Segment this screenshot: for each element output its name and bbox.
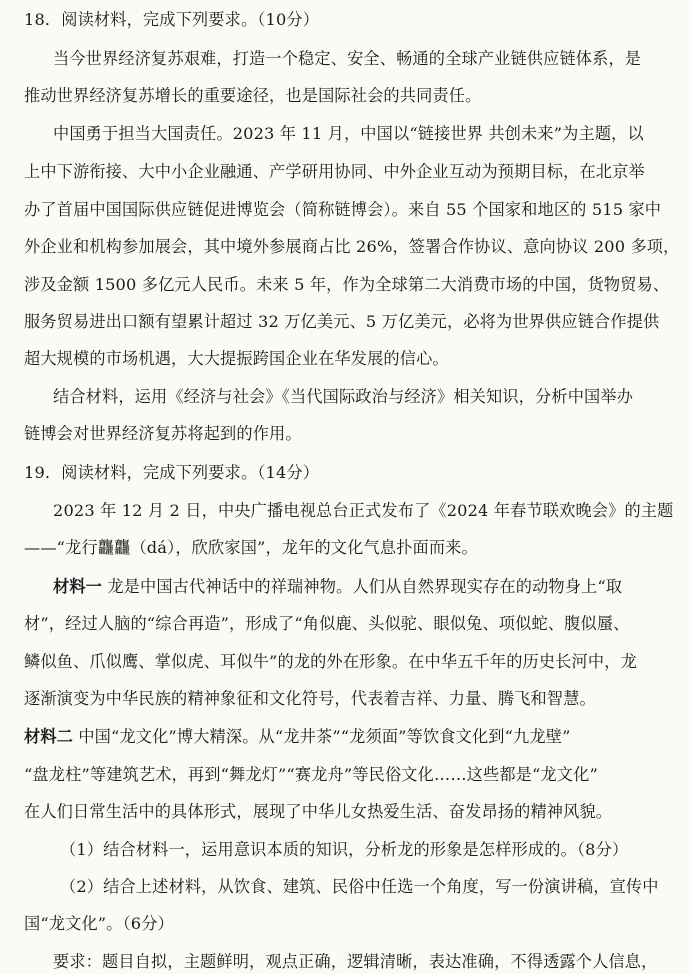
q18-p1-line-1: 当今世界经济复苏艰难，打造一个稳定、安全、畅通的全球产业链供应链体系，是	[53, 49, 642, 68]
q19-intro-line-2: ——“龙行龘龘（dá），欣欣家国”，龙年的文化气息扑面而来。	[24, 538, 478, 557]
q18-p2-line-5: 涉及金额 1500 多亿元人民币。未来 5 年，作为全球第二大消费市场的中国，货物贸易、	[24, 275, 670, 294]
q18-heading: 18．阅读材料，完成下列要求。（10分）	[24, 10, 320, 29]
q19-material2-line-3: 在人们日常生活中的具体形式，展现了中华儿女热爱生活、奋发昂扬的精神风貌。	[24, 802, 613, 821]
q19-subquestion-2-line-1: （2）结合上述材料，从饮食、建筑、民俗中任选一个角度，写一份演讲稿，宣传中	[60, 877, 659, 896]
q19-subquestion-2-line-2: 国“龙文化”。（6分）	[24, 914, 174, 933]
q18-task-line-2: 链博会对世界经济复苏将起到的作用。	[24, 424, 302, 443]
q19-heading: 19．阅读材料，完成下列要求。（14分）	[24, 463, 320, 482]
material1-text: 龙是中国古代神话中的祥瑞神物。人们从自然界现实存在的动物身上“取	[107, 577, 623, 596]
q18-p2-line-6: 服务贸易进出口额有望累计超过 32 万亿美元、5 万亿美元，必将为世界供应链合作提供	[24, 312, 660, 331]
q18-p2-line-1: 中国勇于担当大国责任。2023 年 11 月，中国以“链接世界 共创未来”为主题，以	[53, 124, 644, 143]
material2-label: 材料二	[24, 727, 74, 746]
q19-requirement-line-1: 要求：题目自拟，主题鲜明，观点正确，逻辑清晰，表达准确，不得透露个人信息，	[53, 952, 658, 971]
q18-task-line-1: 结合材料，运用《经济与社会》《当代国际政治与经济》相关知识，分析中国举办	[53, 387, 634, 406]
q18-p2-line-3: 办了首届中国国际供应链促进博览会（简称链博会）。来自 55 个国家和地区的 515 家中	[24, 200, 662, 219]
q18-p2-line-2: 上中下游衔接、大中小企业融通、产学研用协同、中外企业互动为预期目标，在北京举	[24, 162, 645, 181]
q19-material1-line-3: 鳞似鱼、爪似鹰、掌似虎、耳似牛”的龙的外在形象。在中华五千年的历史长河中，龙	[24, 652, 637, 671]
q18-p2-line-7: 超大规模的市场机遇，大大提振跨国企业在华发展的信心。	[24, 349, 449, 368]
q19-material2-line-1	[24, 727, 692, 747]
q19-material1-line-1	[53, 577, 692, 597]
q18-p2-line-4: 外企业和机构参加展会，其中境外参展商占比 26%，签署合作协议、意向协议 200 多项，	[24, 237, 680, 256]
q19-subquestion-1: （1）结合材料一，运用意识本质的知识，分析龙的形象是怎样形成的。（8分）	[60, 840, 629, 859]
material1-label: 材料一	[53, 577, 103, 596]
q19-intro-line-1: 2023 年 12 月 2 日，中央广播电视总台正式发布了《2024 年春节联欢晚会》的主题	[53, 501, 674, 520]
q18-p1-line-2: 推动世界经济复苏增长的重要途径，也是国际社会的共同责任。	[24, 86, 482, 105]
q19-material1-line-4: 逐渐演变为中华民族的精神象征和文化符号，代表着吉祥、力量、腾飞和智慧。	[24, 689, 596, 708]
material2-text: 中国“龙文化”博大精深。从“龙井茶”“龙须面”等饮食文化到“九龙壁”	[78, 727, 571, 746]
q19-material1-line-2: 材”，经过人脑的“综合再造”，形成了“角似鹿、头似驼、眼似兔、项似蛇、腹似蜃、	[24, 614, 630, 633]
q19-material2-line-2: “盘龙柱”等建筑艺术，再到“舞龙灯”“赛龙舟”等民俗文化……这些都是“龙文化”	[24, 765, 598, 784]
